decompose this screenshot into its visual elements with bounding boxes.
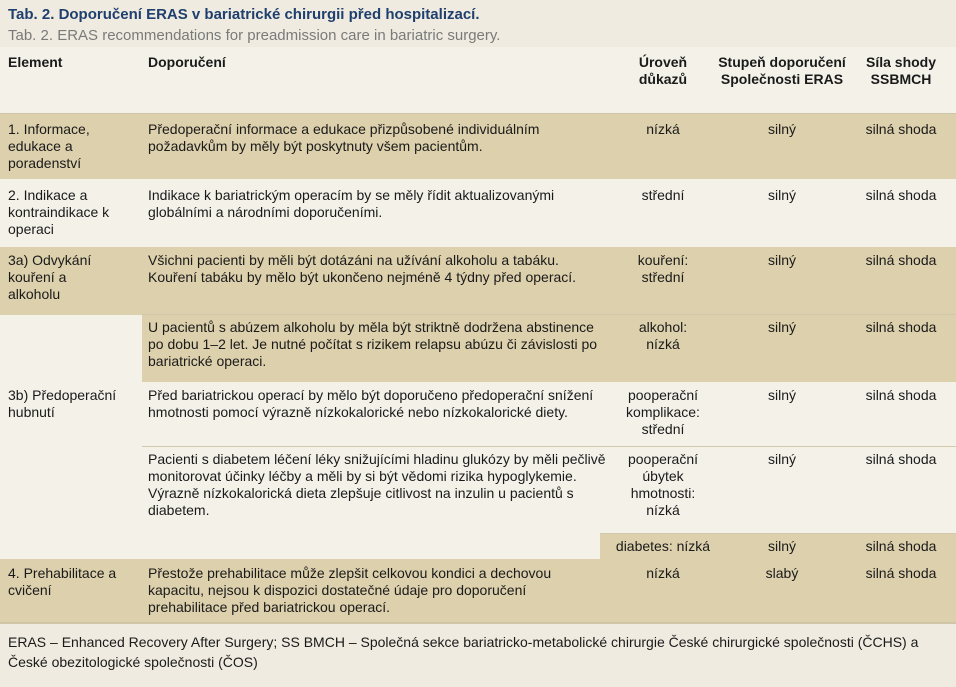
header-agreement: Síla shody SSBMCH xyxy=(865,54,937,87)
evidence-cell: nízká xyxy=(646,121,680,137)
table-row xyxy=(0,114,956,179)
element-cell: 1. Informace, edukace a poradenství xyxy=(8,121,90,171)
table-row xyxy=(0,315,956,382)
recommendation-cell: U pacientů s abúzem alkoholu by měla být striktně dodržena abstinence po dobu 1–2 let. Je nutné počítat s rizikem relapsu abúzu či závislosti po bariatrické operaci. xyxy=(148,319,598,369)
header-recommendation: Doporučení xyxy=(148,54,226,70)
agreement-cell: silná shoda xyxy=(865,565,937,581)
agreement-cell: silná shoda xyxy=(865,387,937,403)
agreement-cell: silná shoda xyxy=(865,187,937,203)
recommendation-cell: Před bariatrickou operací by mělo být doporučeno předoperační snížení hmotnosti pomocí výrazně nízkokalorické nebo nízkokalorické diety. xyxy=(148,387,594,420)
grade-cell: silný xyxy=(767,538,796,554)
table-row xyxy=(0,247,956,315)
grade-cell: silný xyxy=(767,387,796,403)
table-header xyxy=(0,47,956,114)
table-row xyxy=(0,382,956,447)
recommendation-cell: Přestože prehabilitace může zlepšit celkovou kondici a dechovou kapacitu, nejsou k dispozici dostatečné údaje pro doporučení prehabilitace před bariatrickou operací. xyxy=(148,565,552,615)
grade-cell: silný xyxy=(767,319,796,335)
table-row xyxy=(0,559,956,622)
agreement-cell: silná shoda xyxy=(865,538,937,554)
grade-cell: silný xyxy=(767,451,796,467)
grade-cell: silný xyxy=(767,121,796,137)
evidence-cell: diabetes: nízká xyxy=(615,538,711,554)
grade-cell: silný xyxy=(767,252,796,268)
recommendation-cell: Pacienti s diabetem léčení léky snižujícími hladinu glukózy by měli pečlivě monitorovat účinky léčby a měli by si být vědomi rizika hypoglykemie. Výrazně nízkokalorická dieta zlepšuje citlivost na inzulin u pacientů s diabetem. xyxy=(148,451,606,518)
evidence-cell: pooperační úbytek hmotnosti: nízká xyxy=(627,451,699,518)
header-element: Element xyxy=(8,54,63,70)
element-cell: 4. Prehabilitace a cvičení xyxy=(8,565,117,598)
grade-cell: silný xyxy=(767,187,796,203)
recommendation-cell: Všichni pacienti by měli být dotázáni na užívání alkoholu a tabáku. Kouření tabáku by mělo být ukončeno nejméně 4 týdny před operací. xyxy=(148,252,577,285)
table-footnote xyxy=(0,622,956,687)
agreement-cell: silná shoda xyxy=(865,319,937,335)
footnote-text: ERAS – Enhanced Recovery After Surgery; SS BMCH – Společná sekce bariatricko-metabolické chirurgie České chirurgické společnosti (ČCHS) a České obezitologické společnosti (ČOS) xyxy=(8,634,919,670)
evidence-cell: kouření: střední xyxy=(637,252,689,285)
table-row xyxy=(0,179,956,247)
table-subtitle: Tab. 2. ERAS recommendations for preadmission care in bariatric surgery. xyxy=(8,27,501,44)
element-cell: 2. Indikace a kontraindikace k operaci xyxy=(8,187,110,237)
agreement-cell: silná shoda xyxy=(865,121,937,137)
recommendation-cell: Indikace k bariatrickým operacím by se měly řídit aktualizovanými globálními a národními doporučeními. xyxy=(148,187,555,220)
evidence-cell: střední xyxy=(641,187,685,203)
agreement-cell: silná shoda xyxy=(865,252,937,268)
evidence-cell: alkohol: nízká xyxy=(638,319,688,352)
recommendation-cell: Předoperační informace a edukace přizpůsobené individuálním požadavkům by měly být poskytnuty všem pacientům. xyxy=(148,121,540,154)
table-row xyxy=(0,534,956,559)
header-evidence: Úroveň důkazů xyxy=(638,54,688,87)
table-title: Tab. 2. Doporučení ERAS v bariatrické chirurgii před hospitalizací. xyxy=(8,6,480,23)
element-cell: 3a) Odvykání kouření a alkoholu xyxy=(8,252,92,302)
element-empty-cell xyxy=(0,315,142,382)
agreement-cell: silná shoda xyxy=(865,451,937,467)
table-row xyxy=(0,447,956,534)
element-cell: 3b) Předoperační hubnutí xyxy=(8,387,117,420)
header-grade: Stupeň doporučení Společnosti ERAS xyxy=(718,54,846,87)
evidence-cell: pooperační komplikace: střední xyxy=(626,387,700,437)
grade-cell: slabý xyxy=(765,565,799,581)
evidence-cell: nízká xyxy=(646,565,680,581)
